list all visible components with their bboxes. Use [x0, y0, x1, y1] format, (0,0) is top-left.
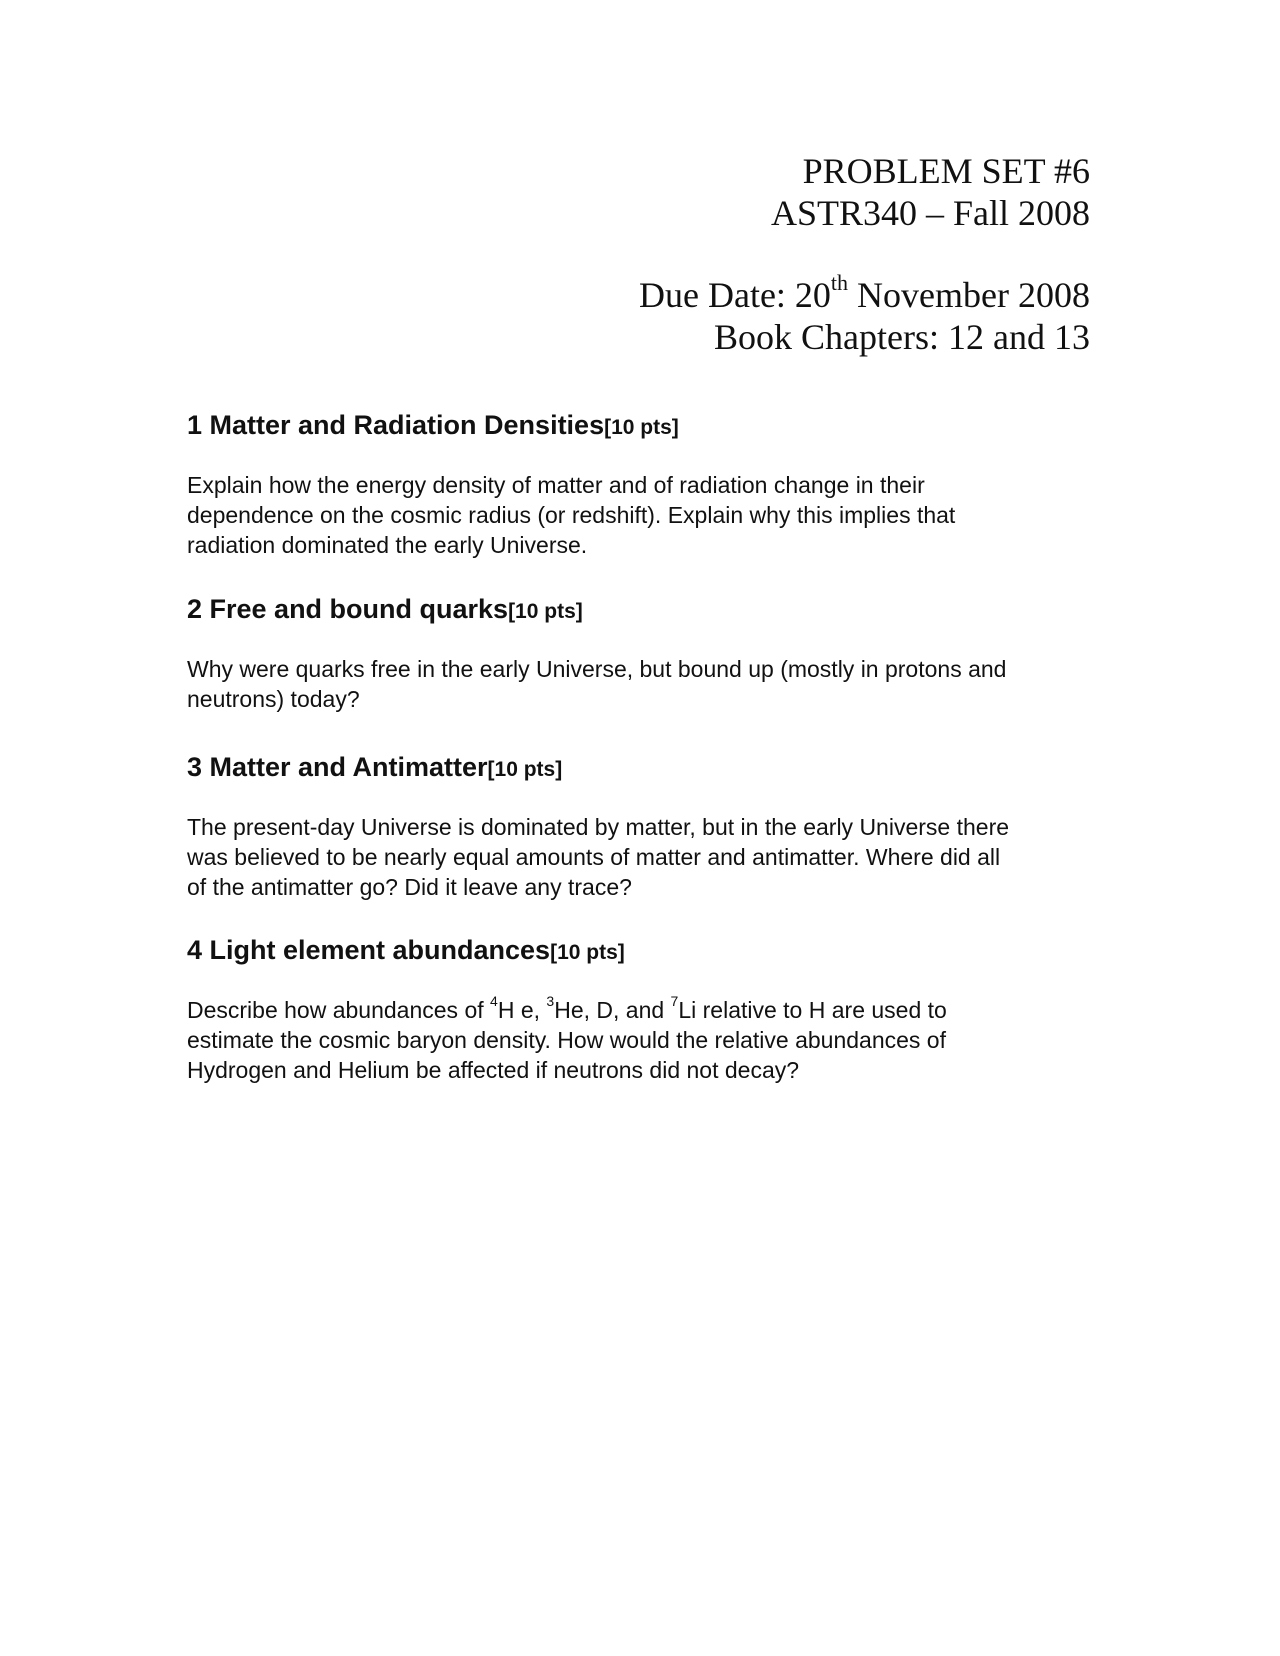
body-line: of the antimatter go? Did it leave any trace? — [187, 874, 632, 900]
body-line: Why were quarks free in the early Universe, but bound up (mostly in protons and — [187, 656, 1007, 682]
due-date-suffix: November 2008 — [848, 275, 1090, 315]
section-heading-text: 2 Free and bound quarks — [187, 594, 509, 624]
section-heading — [187, 751, 1087, 786]
body-line: estimate the cosmic baryon density. How would the relative abundances of — [187, 1027, 946, 1053]
body-line: Hydrogen and Helium be affected if neutrons did not decay? — [187, 1057, 800, 1083]
section-body — [187, 812, 1087, 902]
body-line: neutrons) today? — [187, 686, 360, 712]
problem-section-1 — [187, 409, 1087, 560]
body-text: He, D, and — [554, 997, 671, 1023]
section-heading-text: 4 Light element abundances — [187, 935, 551, 965]
section-body — [187, 470, 1087, 560]
document-header — [639, 150, 1090, 358]
body-line: was believed to be nearly equal amounts of matter and antimatter. Where did all — [187, 844, 1001, 870]
section-heading-text: 3 Matter and Antimatter — [187, 752, 488, 782]
course-line: ASTR340 – Fall 2008 — [770, 193, 1090, 233]
section-heading-text: 1 Matter and Radiation Densities — [187, 410, 605, 440]
section-heading — [187, 934, 1087, 969]
body-line — [187, 995, 1087, 1025]
problem-set-title: PROBLEM SET #6 — [802, 151, 1090, 191]
section-heading — [187, 593, 1087, 628]
isotope-superscript: 3 — [546, 993, 555, 1010]
due-date-prefix: Due Date: 20 — [638, 275, 831, 315]
body-line: dependence on the cosmic radius (or redshift). Explain why this implies that — [187, 502, 956, 528]
due-date-line — [638, 270, 1090, 316]
problem-section-4 — [187, 934, 1087, 1085]
section-body — [187, 995, 1087, 1085]
problem-section-3 — [187, 751, 1087, 902]
section-points: [10 pts] — [604, 416, 679, 439]
section-points: [10 pts] — [487, 758, 563, 781]
section-body — [187, 654, 1087, 714]
body-text: H e, — [497, 997, 547, 1023]
isotope-superscript: 7 — [670, 993, 679, 1010]
problem-section-2 — [187, 593, 1087, 714]
body-text: Describe how abundances of — [187, 997, 491, 1023]
section-points: [10 pts] — [508, 600, 583, 623]
body-text: Li relative to H are used to — [678, 997, 947, 1023]
section-points: [10 pts] — [550, 941, 625, 964]
book-chapters-line: Book Chapters: 12 and 13 — [714, 317, 1090, 357]
isotope-superscript: 4 — [490, 993, 498, 1010]
section-heading — [187, 409, 1087, 444]
due-date-ordinal: th — [830, 270, 849, 295]
body-line: The present-day Universe is dominated by matter, but in the early Universe there — [187, 814, 1010, 840]
body-line: Explain how the energy density of matter and of radiation change in their — [187, 472, 925, 498]
body-line: radiation dominated the early Universe. — [187, 532, 588, 558]
